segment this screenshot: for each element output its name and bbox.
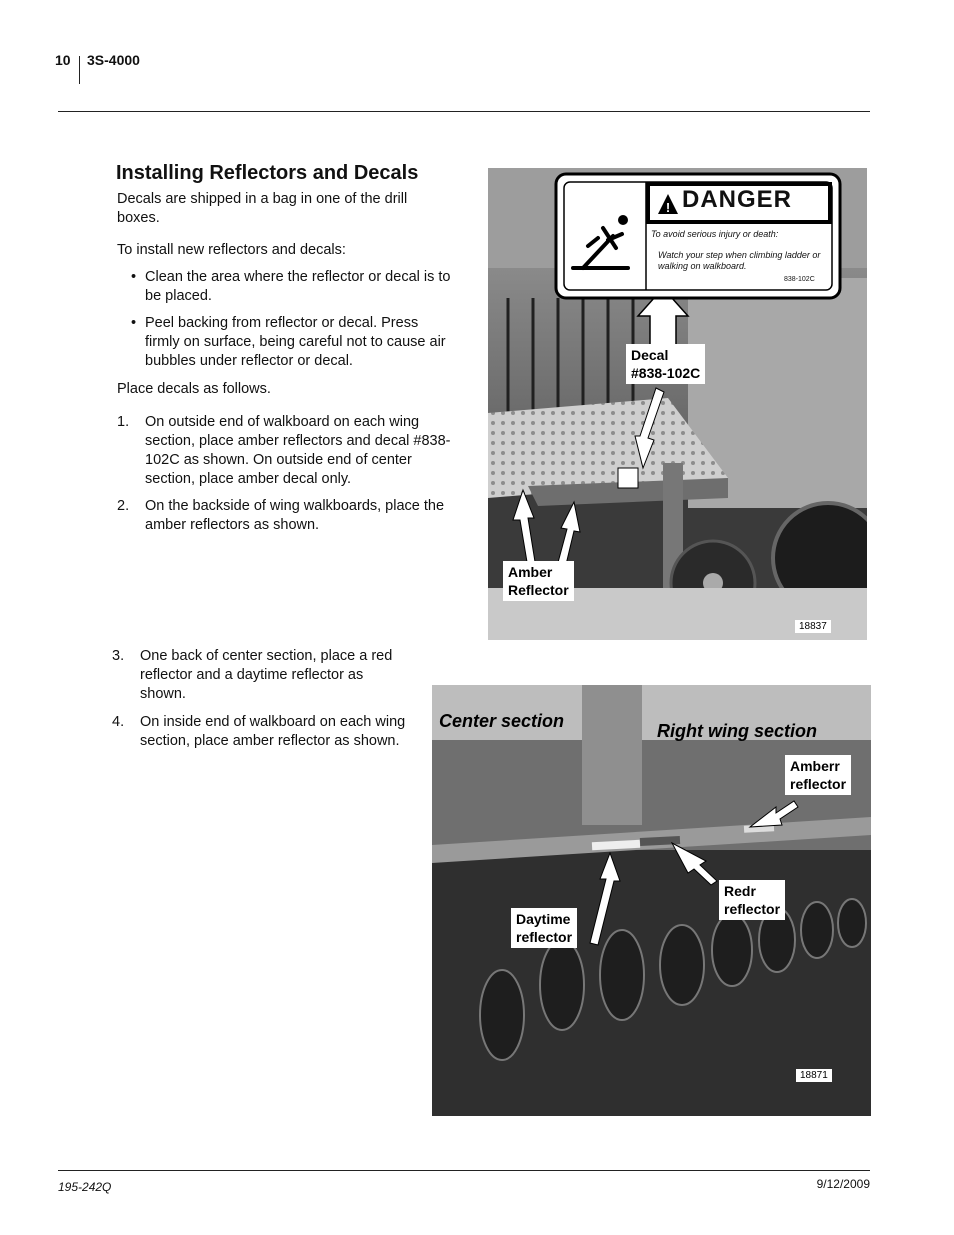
intro-paragraph: Decals are shipped in a bag in one of the drill boxes. [117, 191, 408, 226]
callout-line: #838-102C [631, 365, 701, 381]
step-item [112, 713, 412, 771]
figure-number: 18837 [795, 620, 831, 633]
walkboard-photo [488, 168, 867, 640]
model-name: 3S-4000 [87, 52, 140, 68]
right-wing-section-label: Right wing section [657, 721, 817, 741]
header-divider [79, 56, 80, 84]
center-section-label: Center section [439, 711, 565, 731]
step-number: 3. [112, 648, 125, 664]
amber-reflector-callout [503, 561, 574, 601]
header-rule [58, 111, 870, 112]
place-lead: Place decals as follows. [117, 381, 271, 397]
callout-line: reflector [790, 776, 847, 792]
callout-line: Amber [508, 564, 553, 580]
decal-code: 838-102C [784, 276, 815, 283]
callout-line: Redr [724, 883, 756, 899]
svg-text:!: ! [665, 200, 671, 215]
bullet-item [131, 268, 461, 308]
danger-bullet: Watch your step when climbing ladder or walking on walkboard. [658, 250, 821, 271]
daytime-reflector-callout [511, 908, 577, 948]
bullet-text: Peel backing from reflector or decal. Press firmly on surface, being careful not to cause air bubbles under reflector or decal. [145, 315, 446, 369]
callout-line: Reflector [508, 582, 569, 598]
doc-date: 9/12/2009 [816, 1177, 870, 1191]
figure-number: 18871 [796, 1069, 832, 1082]
page-number: 10 [55, 52, 71, 68]
bullet-item [131, 314, 461, 374]
callout-line: reflector [724, 901, 781, 917]
footer-rule [58, 1170, 870, 1171]
step-number: 4. [112, 714, 125, 730]
bullet-dot: • [131, 315, 137, 331]
section-title: Installing Reflectors and Decals [116, 162, 419, 184]
step-number: 2. [117, 498, 130, 514]
bullet-dot: • [131, 269, 137, 285]
callout-line: Daytime [516, 911, 571, 927]
callout-line: reflector [516, 929, 573, 945]
install-lead: To install new reflectors and decals: [117, 242, 346, 258]
step-item [117, 413, 462, 491]
amber-reflector-callout [785, 755, 851, 795]
decal-callout [626, 344, 705, 384]
step-item [112, 647, 412, 705]
step-number: 1. [117, 414, 130, 430]
bullet-text: Clean the area where the reflector or decal is to be placed. [145, 269, 451, 304]
red-reflector-callout [719, 880, 785, 920]
danger-line: To avoid serious injury or death: [651, 229, 779, 239]
callout-line: Decal [631, 347, 669, 363]
danger-header: DANGER [682, 186, 793, 213]
step-text: On the backside of wing walkboards, place the amber reflectors as shown. [145, 498, 445, 533]
step-item [117, 497, 462, 537]
step-text: On inside end of walkboard on each wing section, place amber reflector as shown. [140, 714, 406, 749]
step-text: One back of center section, place a red reflector and a daytime reflector as shown. [140, 648, 393, 702]
doc-number: 195-242Q [58, 1180, 112, 1194]
rear-drill-photo [432, 685, 871, 1116]
step-text: On outside end of walkboard on each wing section, place amber reflectors and decal #838-102C as shown. On outside end of center section, place amber decal only. [145, 414, 451, 487]
rear-drill-illustration [432, 685, 871, 1116]
callout-line: Amberr [790, 758, 840, 774]
